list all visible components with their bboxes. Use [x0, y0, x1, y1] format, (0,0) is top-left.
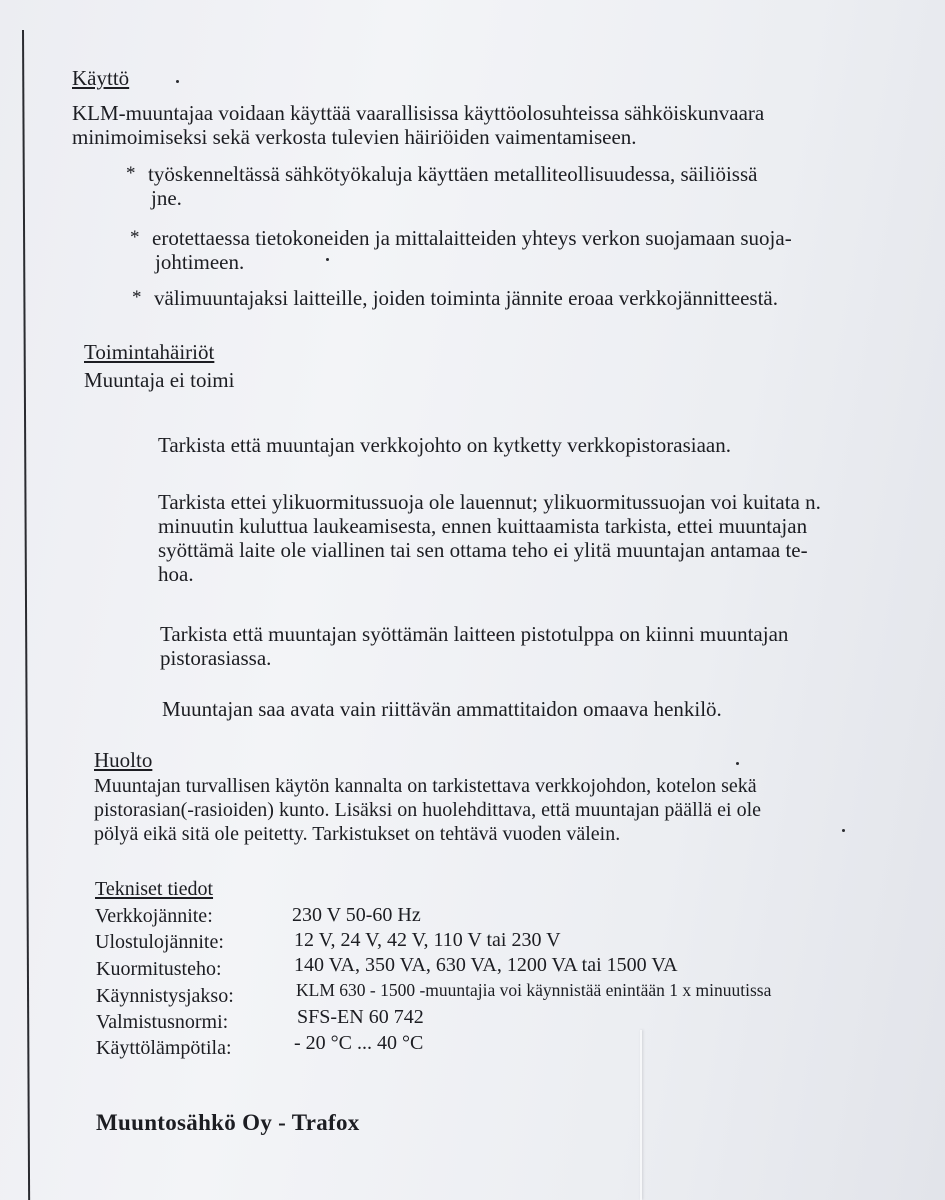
print-speck — [176, 80, 179, 83]
spec-label: Verkkojännite: — [95, 905, 213, 927]
spec-value: 230 V 50-60 Hz — [292, 904, 421, 926]
specs-heading: Tekniset tiedot — [95, 878, 214, 900]
spec-label: Valmistusnormi: — [96, 1011, 229, 1033]
spec-label: Kuormitusteho: — [96, 958, 222, 980]
faults-heading: Toimintahäiriöt — [84, 340, 215, 364]
usage-bullet-line: jne. — [151, 186, 182, 210]
faults-paragraph-line: Tarkista ettei ylikuormitussuoja ole lauennut; ylikuormitussuojan voi kuitata n. — [158, 490, 821, 514]
maintenance-text — [94, 774, 761, 846]
spec-label: Käyttölämpötila: — [96, 1037, 232, 1059]
faults-paragraph-line: syöttämä laite ole viallinen tai sen ottama teho ei ylitä muuntajan antamaa te- — [158, 538, 808, 562]
company-name: Muuntosähkö Oy - Trafox — [96, 1110, 360, 1135]
print-speck — [736, 762, 739, 765]
usage-intro-line: minimoimiseksi sekä verkosta tulevien häiriöiden vaimentamiseen. — [72, 125, 637, 149]
faults-paragraph — [162, 697, 722, 721]
spec-label: Käynnistysjakso: — [96, 985, 234, 1007]
usage-bullet-line: välimuuntajaksi laitteille, joiden toiminta jännite eroaa verkkojännitteestä. — [154, 286, 778, 310]
spec-value: KLM 630 - 1500 -muuntajia voi käynnistää enintään 1 x minuutissa — [296, 980, 772, 1000]
spec-value: SFS-EN 60 742 — [297, 1006, 424, 1028]
bullet-marker: * — [126, 163, 136, 184]
spec-value: 140 VA, 350 VA, 630 VA, 1200 VA tai 1500 VA — [294, 954, 678, 976]
faults-paragraph-line: Tarkista että muuntajan verkkojohto on kytketty verkkopistorasiaan. — [158, 433, 731, 457]
faults-paragraph — [158, 433, 731, 457]
usage-heading: Käyttö — [72, 66, 130, 90]
faults-paragraph — [158, 490, 821, 586]
paper-crease — [640, 1030, 642, 1200]
margin-line — [22, 30, 30, 1200]
faults-paragraph-line: hoa. — [158, 562, 194, 586]
bullet-marker: * — [130, 227, 140, 248]
print-speck — [842, 829, 845, 832]
faults-paragraph-line: pistorasiassa. — [160, 646, 272, 670]
spec-label: Ulostulojännite: — [95, 931, 224, 953]
usage-bullet-line: erotettaessa tietokoneiden ja mittalaitteiden yhteys verkon suojamaan suoja- — [152, 226, 792, 250]
bullet-marker: * — [132, 287, 142, 308]
faults-paragraph-line: Tarkista että muuntajan syöttämän laitteen pistotulppa on kiinni muuntajan — [160, 622, 789, 646]
usage-bullet-line: työskenneltässä sähkötyökaluja käyttäen metalliteollisuudessa, säiliöissä — [148, 162, 758, 186]
faults-subheading: Muuntaja ei toimi — [84, 368, 235, 392]
maintenance-heading: Huolto — [94, 748, 153, 772]
maintenance-line: pölyä eikä sitä ole peitetty. Tarkistukset on tehtävä vuoden välein. — [94, 823, 621, 845]
faults-paragraph — [160, 622, 788, 670]
spec-value: 12 V, 24 V, 42 V, 110 V tai 230 V — [294, 929, 561, 951]
faults-paragraph-line: Muuntajan saa avata vain riittävän ammattitaidon omaava henkilö. — [162, 697, 722, 721]
usage-intro-line: KLM-muuntajaa voidaan käyttää vaarallisissa käyttöolosuhteissa sähköiskunvaara — [72, 101, 765, 125]
faults-paragraph-line: minuutin kuluttua laukeamisesta, ennen kuittaamista tarkista, ettei muuntajan — [158, 514, 808, 538]
usage-bullet-line: johtimeen. — [155, 250, 245, 274]
print-speck — [326, 258, 329, 261]
maintenance-line: pistorasian(-rasioiden) kunto. Lisäksi on huolehdittava, että muuntajan päällä ei ole — [94, 799, 762, 821]
maintenance-line: Muuntajan turvallisen käytön kannalta on tarkistettava verkkojohdon, kotelon sekä — [94, 775, 757, 797]
usage-intro — [72, 101, 764, 149]
spec-value: - 20 °C ... 40 °C — [294, 1032, 424, 1054]
